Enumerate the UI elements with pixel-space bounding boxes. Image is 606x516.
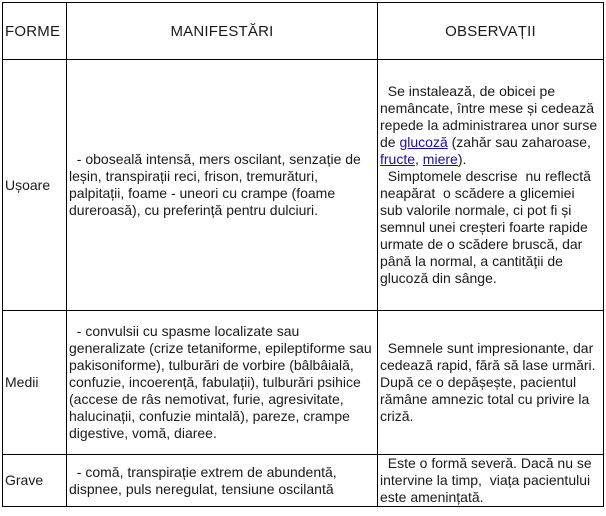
manifestari-text: - oboseală intensă, mers oscilant, senzație de leșin, transpirații reci, frison, tremurături, palpitații, foame - uneori cu crampe (foame dureroasă), cu preferință pentru dulciuri. [69, 151, 365, 218]
observatii-text: (zahăr sau zaharoase, [447, 134, 595, 150]
row-label-usoare: Ușoare [3, 60, 67, 311]
table-row-usoare [3, 60, 604, 311]
hypoglycemia-forms-table [2, 2, 604, 507]
manifestari-usoare [67, 60, 378, 311]
row-label-grave: Grave [3, 455, 67, 507]
observatii-grave [378, 455, 604, 507]
manifestari-text: - convulsii cu spasme localizate sau generalizate (crize tetaniforme, epileptiforme sau pakisoniforme), tulburări de vorbire (bâlbâială, confuzie, incoerență, fabulații), tulburări psihice (accese de râs nemotivat, furie, agresivitate, halucinații, confuzie mintală), pareze, crampe digestive, vomă, diaree. [69, 323, 376, 441]
miere-link[interactable]: miere [422, 151, 458, 167]
observatii-text: Semnele sunt impresionante, dar cedează rapid, fără să lase urmări. După ce o depășește, pacientul rămâne amnezic total cu privire la criză. [380, 340, 600, 424]
observatii-text: Este o formă severă. Dacă nu se intervine la timp, viața pacientului este amenințată. [380, 455, 596, 505]
header-manifestari: MANIFESTĂRI [67, 3, 378, 60]
header-forme: FORME [3, 3, 67, 60]
header-row [3, 3, 604, 60]
manifestari-grave [67, 455, 378, 507]
observatii-paragraph-1 [380, 83, 601, 168]
table-row-medii [3, 311, 604, 455]
observatii-usoare [378, 60, 604, 311]
glucoza-link[interactable]: glucoză [399, 134, 448, 150]
observatii-paragraph-2: Simptomele descrise nu reflectă neapărat o scădere a glicemiei sub valorile normale, ci pot fi și semnul unei creșteri foarte rapide urmate de o scădere bruscă, dar până la normal, a cantității de glucoză din sânge. [380, 168, 595, 286]
observatii-text: Se instalează, de obicei pe nemâncate, între mese și cedează repede la administrarea unor surse de [380, 83, 602, 150]
manifestari-medii [67, 311, 378, 455]
observatii-medii [378, 311, 604, 455]
header-observatii: OBSERVAȚII [378, 3, 604, 60]
observatii-text: , [415, 151, 423, 167]
row-label-medii: Medii [3, 311, 67, 455]
fructe-link[interactable]: fructe [380, 151, 416, 167]
manifestari-text: - comă, transpirație extrem de abundentă, dispnee, puls neregulat, tensiune oscilantă [69, 463, 341, 497]
observatii-text: ). [457, 151, 467, 167]
table-row-grave [3, 455, 604, 507]
